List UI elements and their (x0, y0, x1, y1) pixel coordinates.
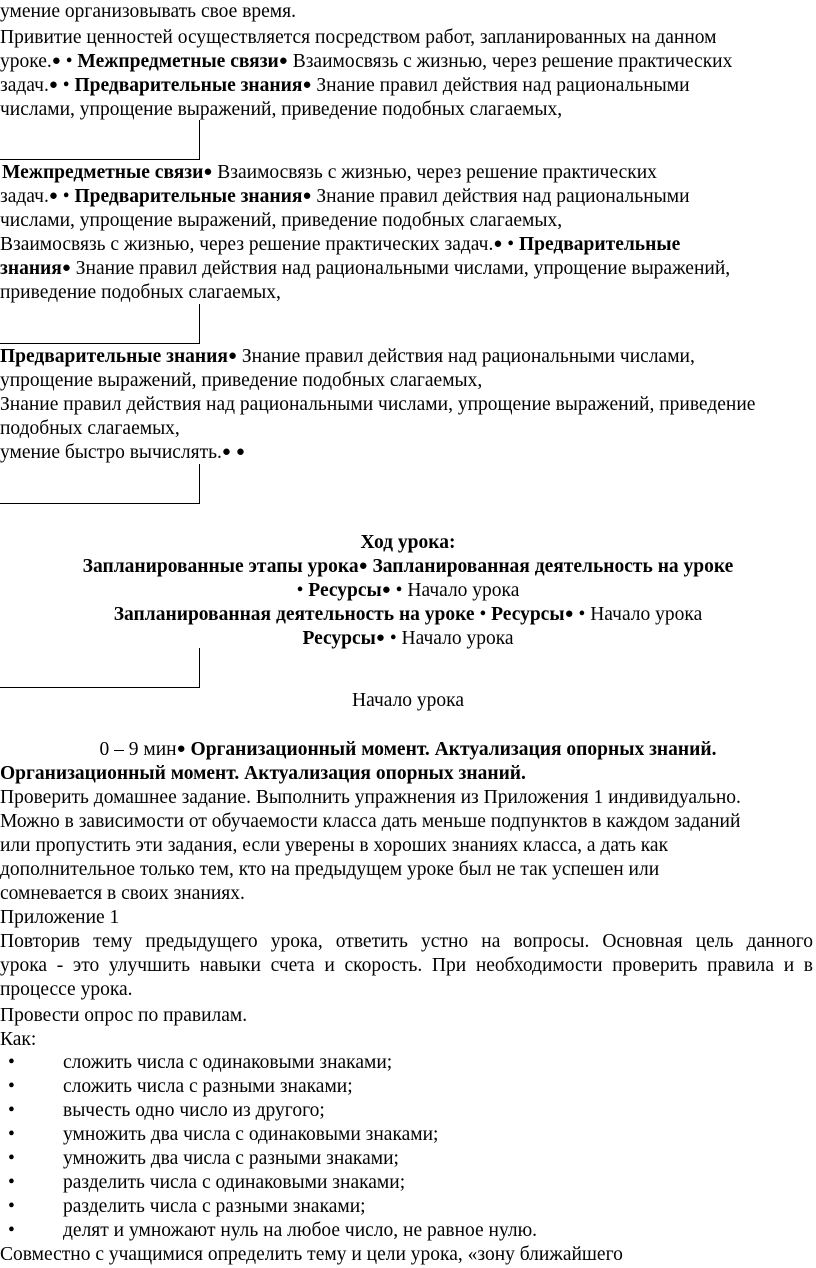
text-line: дополнительное только тем, кто на предыдущем уроке был не так успешен или (0, 859, 660, 880)
text-line: приведение подобных слагаемых, (0, 282, 281, 303)
text-line: умение быстро вычислять.● ● (0, 442, 245, 463)
text-line: Повторив тему предыдущего урока, ответить устно на вопросы. Основная цель данного (0, 931, 813, 952)
list-item: умножить два числа с разными знаками; (63, 1148, 399, 1169)
text-line: Можно в зависимости от обучаемости класса дать меньше подпунктов в каждом заданий (0, 811, 741, 832)
list-item: сложить числа с одинаковыми знаками; (63, 1052, 393, 1073)
text-line: задач.● • Предварительные знания● Знание правил действия над рациональными (0, 75, 690, 96)
list-item: делят и умножают нуль на любое число, не равное нулю. (63, 1220, 538, 1241)
list-item: разделить числа с разными знаками; (63, 1196, 366, 1217)
text-line: • Ресурсы● • Начало урока (296, 580, 520, 601)
text-line: процессе урока. (0, 979, 133, 1000)
text-line: или пропустить эти задания, если уверены в хороших знаниях класса, а дать как (0, 835, 669, 856)
bullet-icon: • (8, 1172, 15, 1193)
bullet-icon: • (8, 1124, 15, 1145)
bullet-icon: • (8, 1100, 15, 1121)
empty-frame (0, 120, 200, 160)
stage-subheading: Организационный момент. Актуализация опорных знаний. (0, 763, 526, 784)
text-line: Совместно с учащимися определить тему и цели урока, «зону ближайшего (0, 1244, 623, 1265)
bullet-icon: • (8, 1148, 15, 1169)
text-line: сомневается в своих знаниях. (0, 883, 245, 904)
text-line: Начало урока (351, 690, 465, 711)
text-line: Провести опрос по правилам. (0, 1005, 248, 1026)
text-line: знания● Знание правил действия над рациональными числами, упрощение выражений, (0, 258, 731, 279)
bullet-icon: • (8, 1052, 15, 1073)
text-line: числами, упрощение выражений, приведение подобных слагаемых, (0, 99, 563, 120)
text-line: Предварительные знания● Знание правил действия над рациональными числами, (0, 346, 695, 367)
empty-frame (0, 648, 200, 688)
list-item: сложить числа с разными знаками; (63, 1076, 353, 1097)
stage-heading: 0 – 9 мин● Организационный момент. Актуализация опорных знаний. (99, 739, 717, 760)
text-line: Привитие ценностей осуществляется посредством работ, запланированных на данном (0, 27, 717, 48)
list-item: разделить числа с одинаковыми знаками; (63, 1172, 406, 1193)
list-item: вычесть одно число из другого; (63, 1100, 325, 1121)
text-line: умение организовывать свое время. (0, 1, 296, 22)
text-line: Ресурсы● • Начало урока (302, 628, 514, 649)
text-line: Приложение 1 (0, 907, 120, 928)
text-line: Как: (0, 1029, 37, 1050)
section-heading: Ход урока: (360, 532, 456, 553)
text-line: Проверить домашнее задание. Выполнить упражнения из Приложения 1 индивидуально. (0, 787, 741, 808)
bullet-icon: • (8, 1076, 15, 1097)
text-line: задач.● • Предварительные знания● Знание правил действия над рациональными (0, 186, 690, 207)
text-line: Знание правил действия над рациональными числами, упрощение выражений, приведение (0, 394, 756, 415)
empty-frame (0, 464, 200, 504)
text-line: Запланированная деятельность на уроке • Ресурсы● • Начало урока (113, 604, 703, 625)
text-line: Запланированные этапы урока● Запланированная деятельность на уроке (82, 556, 734, 577)
text-line: Межпредметные связи● Взаимосвязь с жизнью, через решение практических (2, 162, 657, 183)
text-line: уроке.● • Межпредметные связи● Взаимосвязь с жизнью, через решение практических (0, 51, 733, 72)
text-line: упрощение выражений, приведение подобных слагаемых, (0, 370, 483, 391)
empty-frame (0, 304, 200, 344)
list-item: умножить два числа с одинаковыми знаками; (63, 1124, 439, 1145)
bullet-icon: • (8, 1196, 15, 1217)
text-line: урока - это улучшить навыки счета и скорость. При необходимости проверить правила и в (0, 955, 813, 976)
text-line: числами, упрощение выражений, приведение подобных слагаемых, (0, 210, 563, 231)
text-line: подобных слагаемых, (0, 418, 180, 439)
bullet-icon: • (8, 1220, 15, 1241)
text-line: Взаимосвязь с жизнью, через решение практических задач.● • Предварительные (0, 234, 681, 255)
